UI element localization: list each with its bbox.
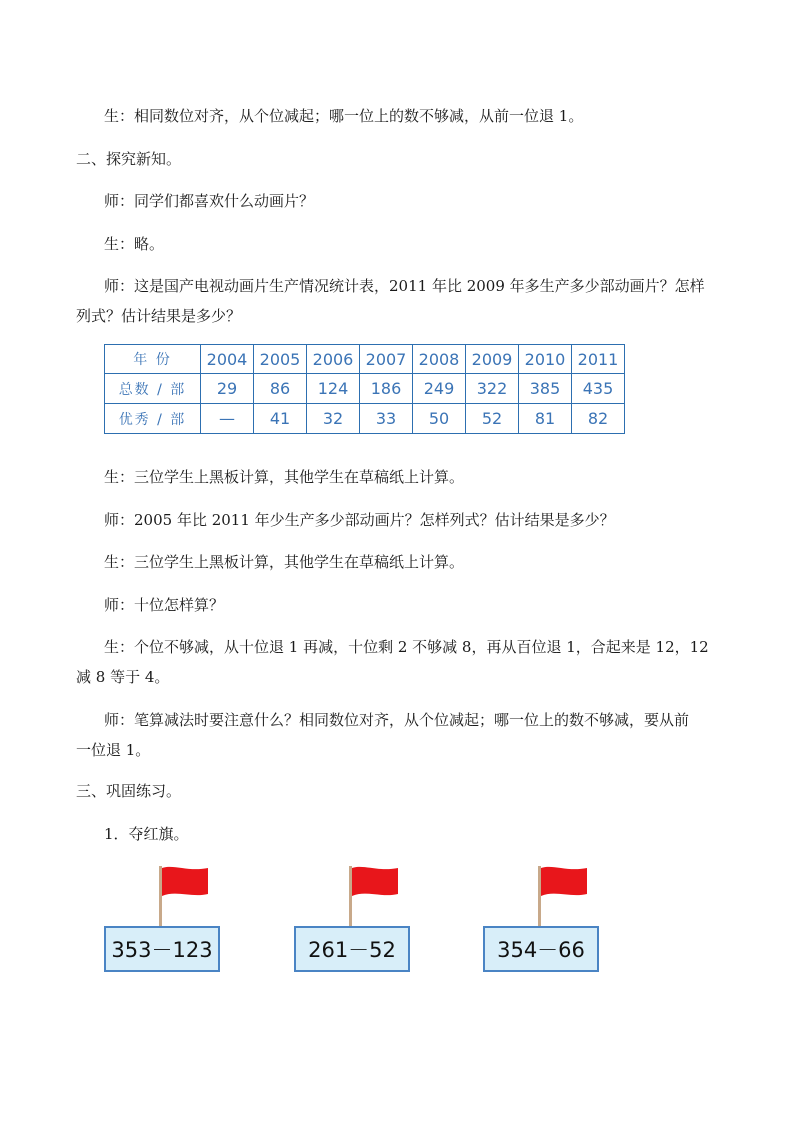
section-heading-explore: 二、探究新知。 — [76, 150, 182, 168]
year-cell: 2011 — [572, 345, 625, 374]
year-cell: 2005 — [254, 345, 307, 374]
flag-task-1 — [104, 862, 224, 974]
year-cell: 2006 — [307, 345, 360, 374]
red-flag-icon — [162, 866, 208, 898]
year-cell: 2010 — [519, 345, 572, 374]
paragraph-11 — [76, 705, 724, 765]
animation-stats-table — [104, 344, 625, 434]
total-cell: 124 — [307, 374, 360, 404]
paragraph-10-line-1: 生：个位不够减，从十位退 1 再减，十位剩 2 不够减 8，再从百位退 1，合起来是 12，12 — [104, 638, 709, 656]
paragraph-6: 生：三位学生上黑板计算，其他学生在草稿纸上计算。 — [104, 468, 465, 486]
paragraph-5-line-1: 师：这是国产电视动画片生产情况统计表，2011 年比 2009 年多生产多少部动画片？怎样 — [104, 277, 705, 295]
total-header-cell: 总数 / 部 — [105, 374, 201, 404]
subtraction-problem-box: 261－52 — [294, 926, 410, 972]
excellent-cell: 81 — [519, 404, 572, 434]
paragraph-11-line-2: 一位退 1。 — [76, 741, 151, 759]
year-cell: 2007 — [360, 345, 413, 374]
year-cell: 2004 — [201, 345, 254, 374]
excellent-cell: 50 — [413, 404, 466, 434]
excellent-cell: 32 — [307, 404, 360, 434]
excellent-cell: 33 — [360, 404, 413, 434]
table-row-excellent — [105, 404, 625, 434]
red-flag-icon — [352, 866, 398, 898]
total-cell: 86 — [254, 374, 307, 404]
year-cell: 2009 — [466, 345, 519, 374]
paragraph-10-line-2: 减 8 等于 4。 — [76, 668, 170, 686]
total-cell: 385 — [519, 374, 572, 404]
excellent-cell: 41 — [254, 404, 307, 434]
subtraction-problem-box: 354－66 — [483, 926, 599, 972]
paragraph-5-line-2: 列式？估计结果是多少？ — [76, 307, 242, 325]
exercise-title: 1．夺红旗。 — [104, 825, 189, 843]
paragraph-5 — [76, 271, 724, 331]
total-cell: 29 — [201, 374, 254, 404]
excellent-cell: 82 — [572, 404, 625, 434]
total-cell: 435 — [572, 374, 625, 404]
year-cell: 2008 — [413, 345, 466, 374]
year-header-cell: 年 份 — [105, 345, 201, 374]
excellent-cell: — — [201, 404, 254, 434]
paragraph-9: 师：十位怎样算？ — [104, 596, 225, 614]
red-flag-icon — [541, 866, 587, 898]
total-cell: 186 — [360, 374, 413, 404]
paragraph-8: 生：三位学生上黑板计算，其他学生在草稿纸上计算。 — [104, 553, 465, 571]
paragraph-11-line-1: 师：笔算减法时要注意什么？相同数位对齐，从个位减起；哪一位上的数不够减，要从前 — [104, 711, 690, 729]
flag-task-3 — [483, 862, 603, 974]
paragraph-7: 师：2005 年比 2011 年少生产多少部动画片？怎样列式？估计结果是多少？ — [104, 511, 615, 529]
table-row-totals — [105, 374, 625, 404]
total-cell: 322 — [466, 374, 519, 404]
paragraph-3: 师：同学们都喜欢什么动画片？ — [104, 192, 315, 210]
section-heading-practice: 三、巩固练习。 — [76, 782, 182, 800]
paragraph-10 — [76, 632, 724, 692]
subtraction-problem-box: 353－123 — [104, 926, 220, 972]
paragraph-1: 生：相同数位对齐，从个位减起；哪一位上的数不够减，从前一位退 1。 — [104, 107, 584, 125]
paragraph-4: 生：略。 — [104, 235, 165, 253]
total-cell: 249 — [413, 374, 466, 404]
excellent-cell: 52 — [466, 404, 519, 434]
excellent-header-cell: 优秀 / 部 — [105, 404, 201, 434]
flag-task-2 — [294, 862, 414, 974]
table-row-years — [105, 345, 625, 374]
